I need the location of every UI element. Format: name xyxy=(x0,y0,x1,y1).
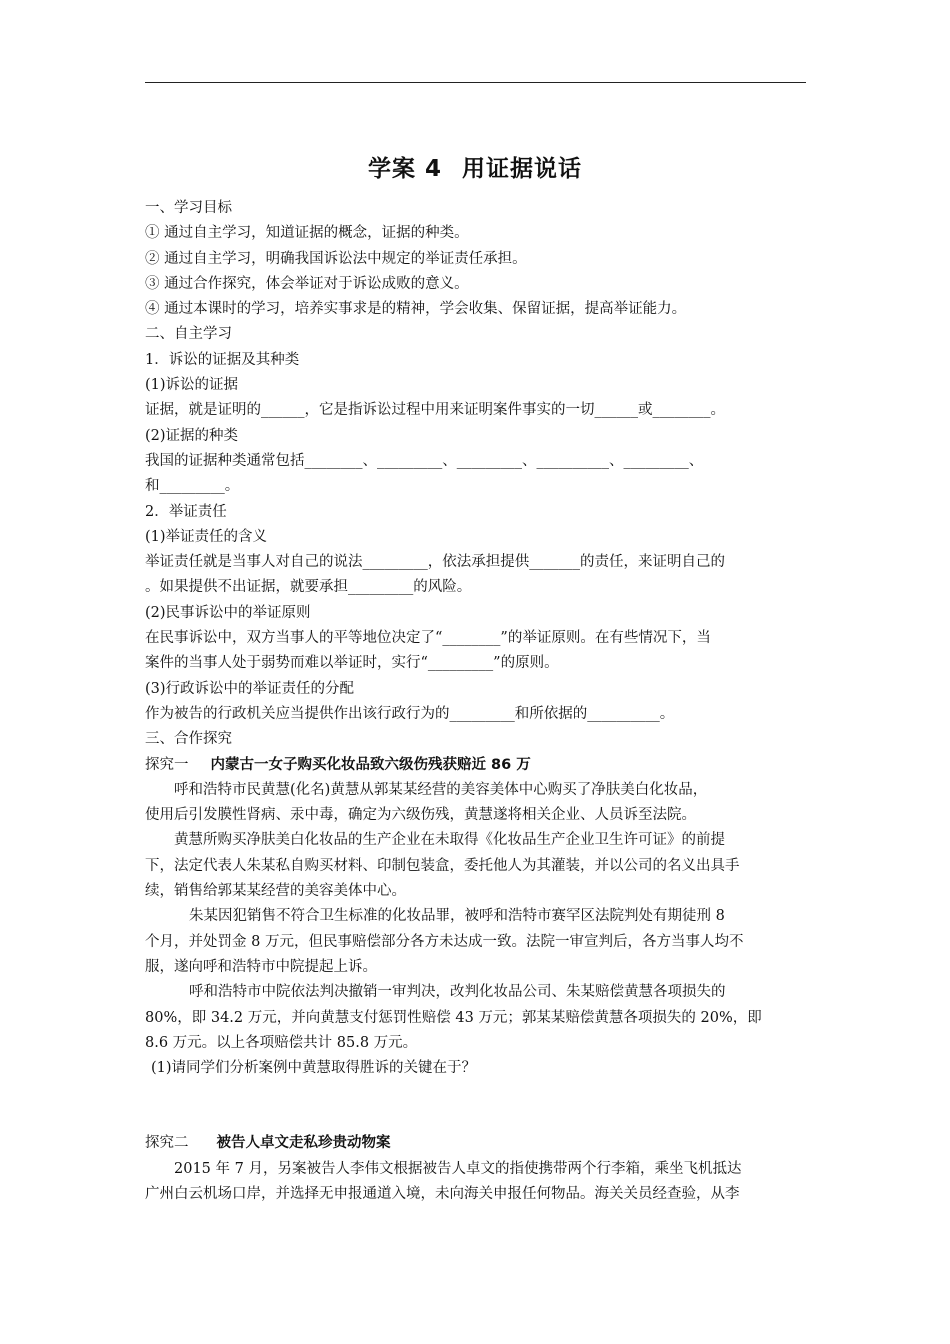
fill-blank-line: 证据，就是证明的______，它是指诉讼过程中用来证明案件事实的一切______或________。 xyxy=(145,402,725,419)
exploration-label: 探究二 xyxy=(145,1135,189,1152)
item-heading: (2)民事诉讼中的举证原则 xyxy=(145,604,311,621)
fill-blank-line: 案件的当事人处于弱势而难以举证时，实行“_________”的原则。 xyxy=(145,655,559,672)
goal-item: ① 通过自主学习，知道证据的概念，证据的种类。 xyxy=(145,225,469,242)
case-text: 使用后引发膜性肾病、汞中毒，确定为六级伤残，黄慧遂将相关企业、人员诉至法院。 xyxy=(145,807,696,824)
exploration-1-heading xyxy=(145,753,806,778)
item-heading: (1)举证责任的含义 xyxy=(145,528,268,545)
case-text: 续，销售给郭某某经营的美容美体中心。 xyxy=(145,883,406,900)
exploration-title: 内蒙古一女子购买化妆品致六级伤残获赔近 86 万 xyxy=(210,756,531,773)
case-text: 广州白云机场口岸，并选择无申报通道入境，未向海关申报任何物品。海关关员经查验，从李 xyxy=(145,1185,740,1202)
title-number: 学案 4 xyxy=(367,156,442,182)
subsection-heading: 1．诉讼的证据及其种类 xyxy=(145,351,300,368)
case-text: 2015 年 7 月，另案被告人李伟文根据被告人卓文的指使携带两个行李箱，乘坐飞机抵达 xyxy=(174,1160,742,1177)
goal-item: ② 通过自主学习，明确我国诉讼法中规定的举证责任承担。 xyxy=(145,250,527,267)
fill-blank-line: 。如果提供不出证据，就要承担_________的风险。 xyxy=(145,579,472,596)
item-heading: (2)证据的种类 xyxy=(145,427,239,444)
document-body xyxy=(145,196,806,1207)
fill-blank-line: 作为被告的行政机关应当提供作出该行政行为的_________和所依据的__________。 xyxy=(145,705,675,722)
header-rule xyxy=(145,82,806,83)
case-text: 80%，即 34.2 万元，并向黄慧支付惩罚性赔偿 43 万元；郭某某赔偿黄慧各项损失的 20%，即 xyxy=(145,1009,762,1026)
fill-blank-line: 举证责任就是当事人对自己的说法_________，依法承担提供_______的责任，来证明自己的 xyxy=(145,554,725,571)
section-heading: 一、学习目标 xyxy=(145,200,232,216)
goal-item: ③ 通过合作探究，体会举证对于诉讼成败的意义。 xyxy=(145,275,469,292)
case-text: 个月，并处罚金 8 万元，但民事赔偿部分各方未达成一致。法院一审宣判后，各方当事人均不 xyxy=(145,933,744,950)
fill-blank-line: 和_________。 xyxy=(145,478,240,495)
case-text: 下，法定代表人朱某私自购买材料、印制包装盒，委托他人为其灌装，并以公司的名义出具手 xyxy=(145,857,740,874)
subsection-heading: 2．举证责任 xyxy=(145,503,227,520)
fill-blank-line: 我国的证据种类通常包括________、_________、_________、__________、_________、 xyxy=(145,452,704,469)
case-text: 呼和浩特市民黄慧(化名)黄慧从郭某某经营的美容美体中心购买了净肤美白化妆品， xyxy=(174,781,708,798)
answer-space xyxy=(145,1081,806,1131)
exploration-label: 探究一 xyxy=(145,756,189,773)
case-text: 黄慧所购买净肤美白化妆品的生产企业在未取得《化妆品生产企业卫生许可证》的前提 xyxy=(174,832,725,849)
item-heading: (1)诉讼的证据 xyxy=(145,377,239,394)
title-text: 用证据说话 xyxy=(462,156,582,182)
case-text: 8.6 万元。以上各项赔偿共计 85.8 万元。 xyxy=(145,1034,418,1051)
section-heading: 三、合作探究 xyxy=(145,731,232,748)
case-text: 呼和浩特市中院依法判决撤销一审判决，改判化妆品公司、朱某赔偿黄慧各项损失的 xyxy=(189,984,726,1001)
item-heading: (3)行政诉讼中的举证责任的分配 xyxy=(145,680,355,697)
exploration-title: 被告人卓文走私珍贵动物案 xyxy=(216,1135,391,1152)
goal-item: ④ 通过本课时的学习，培养实事求是的精神，学会收集、保留证据，提高举证能力。 xyxy=(145,301,687,318)
case-text: 朱某因犯销售不符合卫生标准的化妆品罪，被呼和浩特市赛罕区法院判处有期徒刑 8 xyxy=(189,908,725,925)
fill-blank-line: 在民事诉讼中，双方当事人的平等地位决定了“________”的举证原则。在有些情况下，当 xyxy=(145,630,711,647)
question: (1)请同学们分析案例中黄慧取得胜诉的关键在于？ xyxy=(151,1060,477,1077)
page-title xyxy=(0,150,950,183)
exploration-2-heading xyxy=(145,1131,806,1156)
case-text: 服，遂向呼和浩特市中院提起上诉。 xyxy=(145,958,377,975)
section-heading: 二、自主学习 xyxy=(145,326,232,343)
